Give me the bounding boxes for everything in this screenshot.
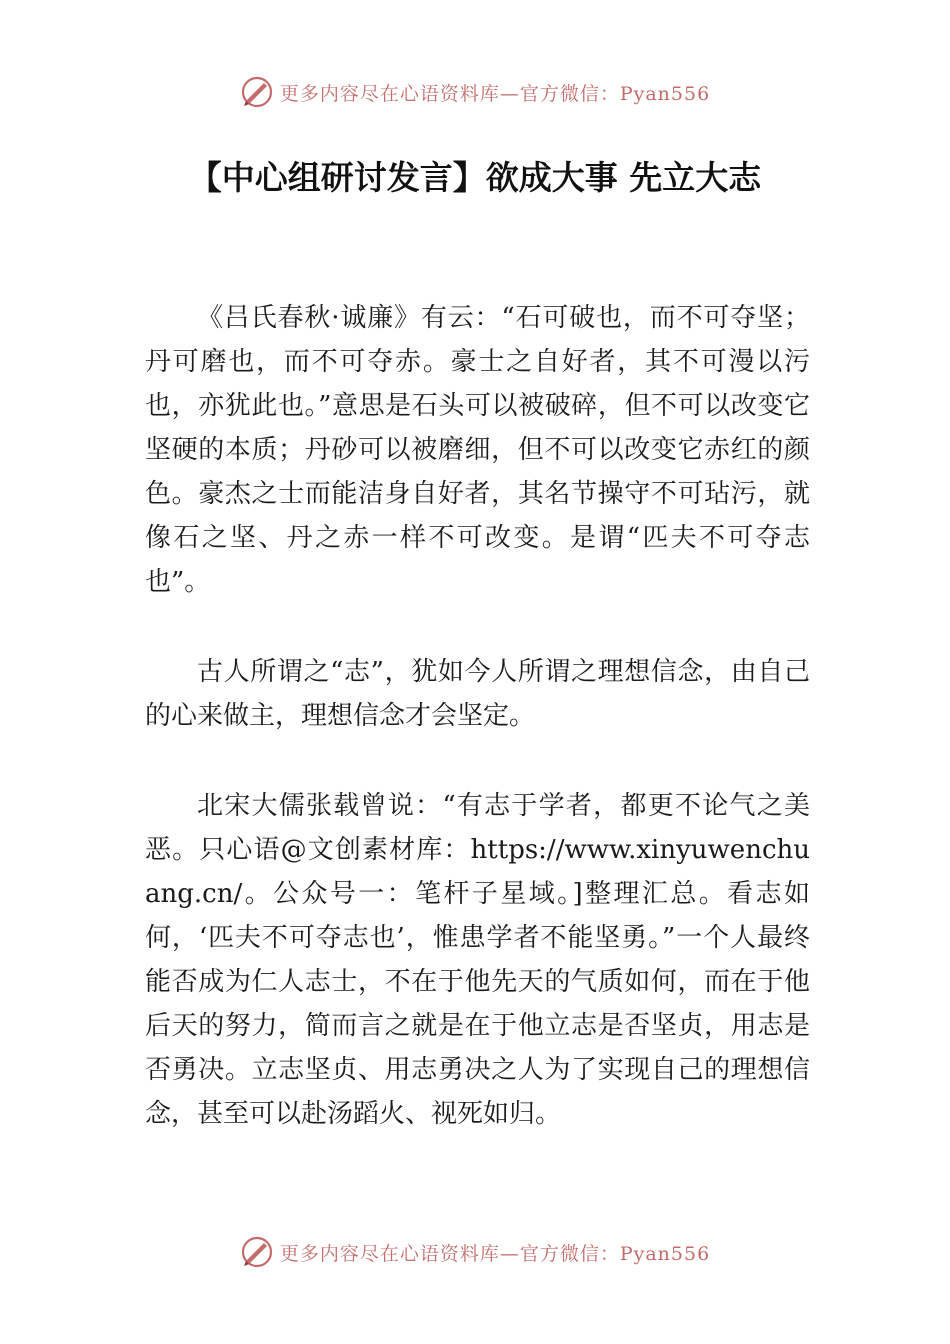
document-title: 【中心组研讨发言】欲成大事 先立大志 [188,158,762,197]
paragraph-3: 北宋大儒张载曾说：“有志于学者，都更不论气之美恶。只心语@文创素材库：https://www.xinyuwenchuang.cn/。公众号一：笔杆子星域。]整理汇总。看志如何，‘匹夫不可夺志也’，惟患学者不能坚勇。”一个人最终能否成为仁人志士，不在于他先天的气质如何，而在于他后天的努力，简而言之就是在于他立志是否坚贞，用志是否勇决。立志坚贞、用志勇决之人为了实现自己的理想信念，甚至可以赴汤蹈火、视死如归。 [145,791,810,1129]
watermark-header [0,72,950,112]
pen-logo-icon [240,1235,274,1269]
watermark-text: 更多内容尽在心语资料库—官方微信：Pyan556 [279,1242,711,1265]
watermark-text: 更多内容尽在心语资料库—官方微信：Pyan556 [279,82,711,105]
paragraph-1: 《吕氏春秋·诚廉》有云：“石可破也，而不可夺坚；丹可磨也，而不可夺赤。豪士之自好者，其不可漫以污也，亦犹此也。”意思是石头可以被破碎，但不可以改变它坚硬的本质；丹砂可以被磨细，但不可以改变它赤红的颜色。豪杰之士而能洁身自好者，其名节操守不可玷污，就像石之坚、丹之赤一样不可改变。是谓“匹夫不可夺志也”。 [145,303,810,597]
pen-logo-icon [240,75,274,109]
watermark-footer [0,1232,950,1272]
paragraph-2: 古人所谓之“志”，犹如今人所谓之理想信念，由自己的心来做主，理想信念才会坚定。 [145,657,810,731]
